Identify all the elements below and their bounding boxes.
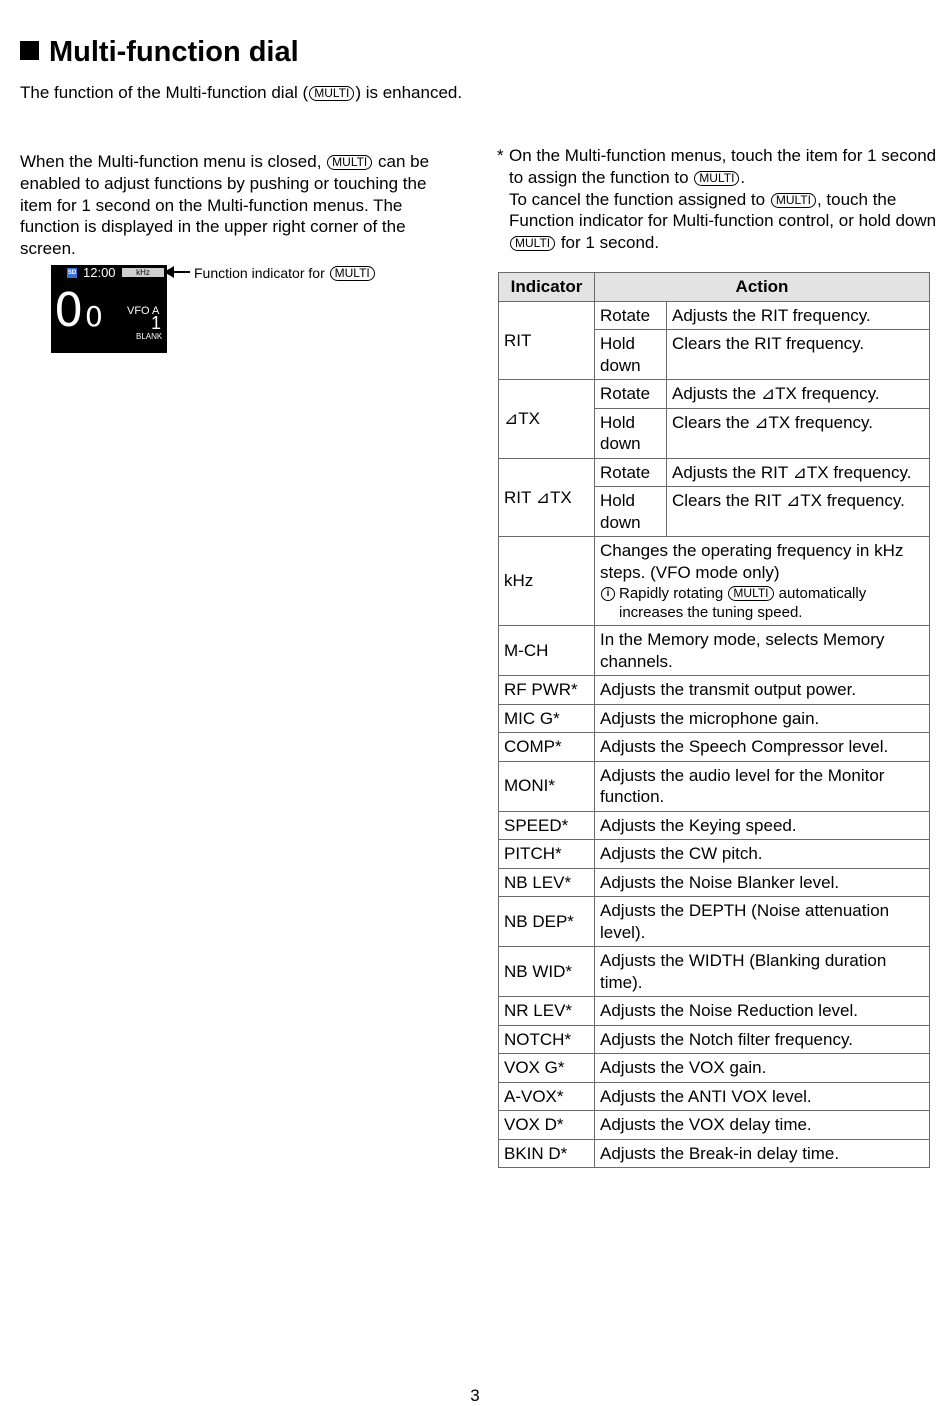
intro-text: [20, 82, 462, 104]
table-row: [499, 868, 930, 897]
indicator-cell: M-CH: [499, 626, 595, 676]
info-after: automatically increases the tuning speed.: [619, 585, 867, 621]
sd-card-icon: SD: [67, 270, 77, 276]
table-row: [499, 1111, 930, 1140]
table-row: [499, 733, 930, 762]
action-cell: Adjusts the VOX delay time.: [595, 1111, 930, 1140]
table-row: [499, 458, 930, 487]
table-row: [499, 840, 930, 869]
action-cell: Adjusts the microphone gain.: [595, 704, 930, 733]
vfo-label: VFO A: [127, 305, 160, 317]
action-cell: Clears the ⊿TX frequency.: [667, 408, 930, 458]
table-row: [499, 301, 930, 330]
note-p2-before: To cancel the function assigned to: [509, 189, 770, 209]
display-screenshot: [51, 265, 167, 353]
header-indicator: Indicator: [499, 273, 595, 302]
indicator-cell: NR LEV*: [499, 997, 595, 1026]
indicator-cell: RF PWR*: [499, 676, 595, 705]
footnote: [497, 145, 937, 254]
header-action: Action: [595, 273, 930, 302]
arrow-line: [168, 271, 190, 273]
memory-number: 1: [151, 313, 162, 333]
indicator-cell: NB LEV*: [499, 868, 595, 897]
table-row: [499, 676, 930, 705]
action-cell: Adjusts the DEPTH (Noise attenuation level).: [595, 897, 930, 947]
indicator-cell: SPEED*: [499, 811, 595, 840]
multi-key-label: MULTI: [694, 171, 739, 186]
table-row: [499, 811, 930, 840]
table-row: [499, 1054, 930, 1083]
action-cell: Adjusts the WIDTH (Blanking duration time).: [595, 947, 930, 997]
indicator-cell: MONI*: [499, 761, 595, 811]
table-row: [499, 947, 930, 997]
table-row: [499, 997, 930, 1026]
intro-before: The function of the Multi-function dial (: [20, 83, 309, 102]
indicator-cell: PITCH*: [499, 840, 595, 869]
table-row: [499, 1082, 930, 1111]
function-indicator: kHz: [122, 268, 164, 277]
note-p1-before: On the Multi-function menus, touch the item for 1 second to assign the function to: [509, 146, 937, 187]
blank-label: BLANK: [136, 332, 163, 341]
khz-action-text: Changes the operating frequency in kHz steps. (VFO mode only): [600, 541, 904, 582]
action-cell: Adjusts the ⊿TX frequency.: [667, 380, 930, 409]
note-p2-middle: , touch the Function indicator for Multi-function control, or hold down: [509, 189, 937, 231]
indicator-cell: MIC G*: [499, 704, 595, 733]
sub-operation: Hold down: [595, 330, 667, 380]
footnote-star: *: [497, 146, 504, 165]
table-row: [499, 1139, 930, 1168]
action-cell: Adjusts the RIT frequency.: [667, 301, 930, 330]
action-cell: Adjusts the CW pitch.: [595, 840, 930, 869]
sub-operation: Rotate: [595, 458, 667, 487]
indicator-cell: COMP*: [499, 733, 595, 762]
table-row: [499, 626, 930, 676]
note-paragraph-1: [509, 145, 937, 189]
indicator-cell: kHz: [499, 537, 595, 626]
action-cell: Adjusts the RIT ⊿TX frequency.: [667, 458, 930, 487]
table-row: [499, 761, 930, 811]
section-heading: [20, 34, 299, 70]
left-paragraph: [20, 151, 460, 260]
indicator-cell: VOX G*: [499, 1054, 595, 1083]
action-cell: Adjusts the Break-in delay time.: [595, 1139, 930, 1168]
multi-key-label: MULTI: [327, 155, 372, 170]
function-table: [498, 272, 930, 1168]
multi-key-label: MULTI: [330, 266, 375, 281]
frequency-digit-large: 0: [54, 283, 84, 337]
action-cell: Adjusts the VOX gain.: [595, 1054, 930, 1083]
table-header-row: [499, 273, 930, 302]
info-icon: i: [601, 587, 615, 601]
indicator-cell: NB WID*: [499, 947, 595, 997]
left-para-before: When the Multi-function menu is closed,: [20, 152, 327, 171]
action-cell: [595, 537, 930, 626]
note-p2-after: for 1 second.: [556, 233, 660, 253]
sub-operation: Rotate: [595, 301, 667, 330]
sub-operation: Hold down: [595, 487, 667, 537]
table-row: [499, 704, 930, 733]
function-indicator-callout: [194, 264, 376, 282]
table-row: [499, 897, 930, 947]
indicator-cell: BKIN D*: [499, 1139, 595, 1168]
action-cell: In the Memory mode, selects Memory channels.: [595, 626, 930, 676]
action-cell: Adjusts the Noise Reduction level.: [595, 997, 930, 1026]
multi-key-label: MULTI: [510, 236, 555, 251]
left-para-after: can be enabled to adjust functions by pushing or touching the item for 1 second on the Multi-function menus. The function is displayed in the upper right corner of the screen.: [20, 152, 430, 259]
table-row: [499, 380, 930, 409]
clock-time: 12:00: [83, 265, 116, 280]
multi-key-label: MULTI: [728, 586, 773, 601]
indicator-cell: A-VOX*: [499, 1082, 595, 1111]
table-row: [499, 1025, 930, 1054]
sub-operation: Rotate: [595, 380, 667, 409]
indicator-cell: VOX D*: [499, 1111, 595, 1140]
callout-text: Function indicator for: [194, 265, 329, 281]
action-cell: Adjusts the audio level for the Monitor function.: [595, 761, 930, 811]
frequency-digit-small: 0: [85, 300, 103, 333]
action-cell: Adjusts the transmit output power.: [595, 676, 930, 705]
action-cell: Adjusts the ANTI VOX level.: [595, 1082, 930, 1111]
square-bullet-icon: [20, 41, 39, 60]
indicator-cell: NB DEP*: [499, 897, 595, 947]
intro-after: ) is enhanced.: [355, 83, 463, 102]
action-cell: Adjusts the Keying speed.: [595, 811, 930, 840]
multi-key-label: MULTI: [771, 193, 816, 208]
action-cell: Clears the RIT frequency.: [667, 330, 930, 380]
action-cell: Adjusts the Noise Blanker level.: [595, 868, 930, 897]
info-before: Rapidly rotating: [619, 585, 728, 602]
action-cell: Clears the RIT ⊿TX frequency.: [667, 487, 930, 537]
table-row: [499, 537, 930, 626]
multi-key-label: MULTI: [309, 86, 354, 101]
indicator-cell: RIT ⊿TX: [499, 458, 595, 537]
note-p1-after: .: [740, 167, 746, 187]
page-number: 3: [470, 1386, 480, 1405]
note-paragraph-2: [509, 189, 937, 254]
indicator-cell: NOTCH*: [499, 1025, 595, 1054]
sub-operation: Hold down: [595, 408, 667, 458]
indicator-cell: RIT: [499, 301, 595, 380]
action-cell: Adjusts the Speech Compressor level.: [595, 733, 930, 762]
action-cell: Adjusts the Notch filter frequency.: [595, 1025, 930, 1054]
indicator-cell: ⊿TX: [499, 380, 595, 459]
info-note: [600, 584, 925, 622]
heading-text: Multi-function dial: [49, 36, 299, 68]
